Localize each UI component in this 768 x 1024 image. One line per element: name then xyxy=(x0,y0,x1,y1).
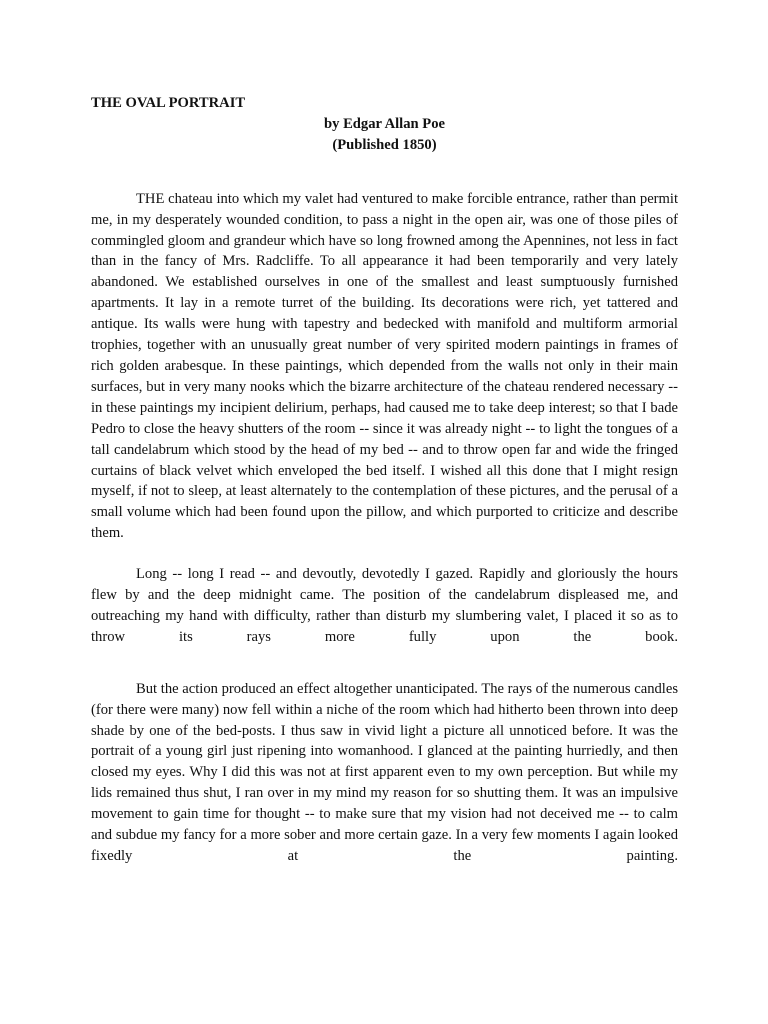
author-byline: by Edgar Allan Poe xyxy=(324,115,445,132)
document-page xyxy=(91,93,678,867)
paragraph-3: But the action produced an effect altogether unanticipated. The rays of the numerous candles (for there were many) now fell within a niche of the room which had hitherto been thrown into deep shade by one of the bed-posts. I thus saw in vivid light a picture all unnoticed before. It was the portrait of a young girl just ripening into womanhood. I glanced at the painting hurriedly, and then closed my eyes. Why I did this was not at first apparent even to my own perception. But while my lids remained thus shut, I ran over in my mind my reason for so shutting them. It was an impulsive movement to gain time for thought -- to make sure that my vision had not deceived me -- to calm and subdue my fancy for a more sober and more certain gaze. In a very few moments I again looked fixedly at the painting. xyxy=(91,680,678,864)
paragraph-2: Long -- long I read -- and devoutly, devotedly I gazed. Rapidly and gloriously the hours flew by and the deep midnight came. The position of the candelabrum displeased me, and outreaching my hand with difficulty, rather than disturb my slumbering valet, I placed it so as to throw its rays more fully upon the book. xyxy=(91,566,678,645)
paragraph-1: THE chateau into which my valet had ventured to make forcible entrance, rather than permit me, in my desperately wounded condition, to pass a night in the open air, was one of those piles of commingled gloom and grandeur which have so long frowned among the Apennines, not less in fact than in the fancy of Mrs. Radcliffe. To all appearance it had been temporarily and very lately abandoned. We established ourselves in one of the smallest and least sumptuously furnished apartments. It lay in a remote turret of the building. Its decorations were rich, yet tattered and antique. Its walls were hung with tapestry and bedecked with manifold and multiform armorial trophies, together with an unusually great number of very spirited modern paintings in frames of rich golden arabesque. In these paintings, which depended from the walls not only in their main surfaces, but in very many nooks which the bizarre architecture of the chateau rendered necessary -- in these paintings my incipient delirium, perhaps, had caused me to take deep interest; so that I bade Pedro to close the heavy shutters of the room -- since it was already night -- to light the tongues of a tall candelabrum which stood by the head of my bed -- and to throw open far and wide the fringed curtains of black velvet which enveloped the bed itself. I wished all this done that I might resign myself, if not to sleep, at least alternately to the contemplation of these pictures, and the perusal of a small volume which had been found upon the pillow, and which purported to criticize and describe them. xyxy=(91,190,678,542)
document-title: THE OVAL PORTRAIT xyxy=(91,95,246,111)
publication-date: (Published 1850) xyxy=(332,136,437,153)
